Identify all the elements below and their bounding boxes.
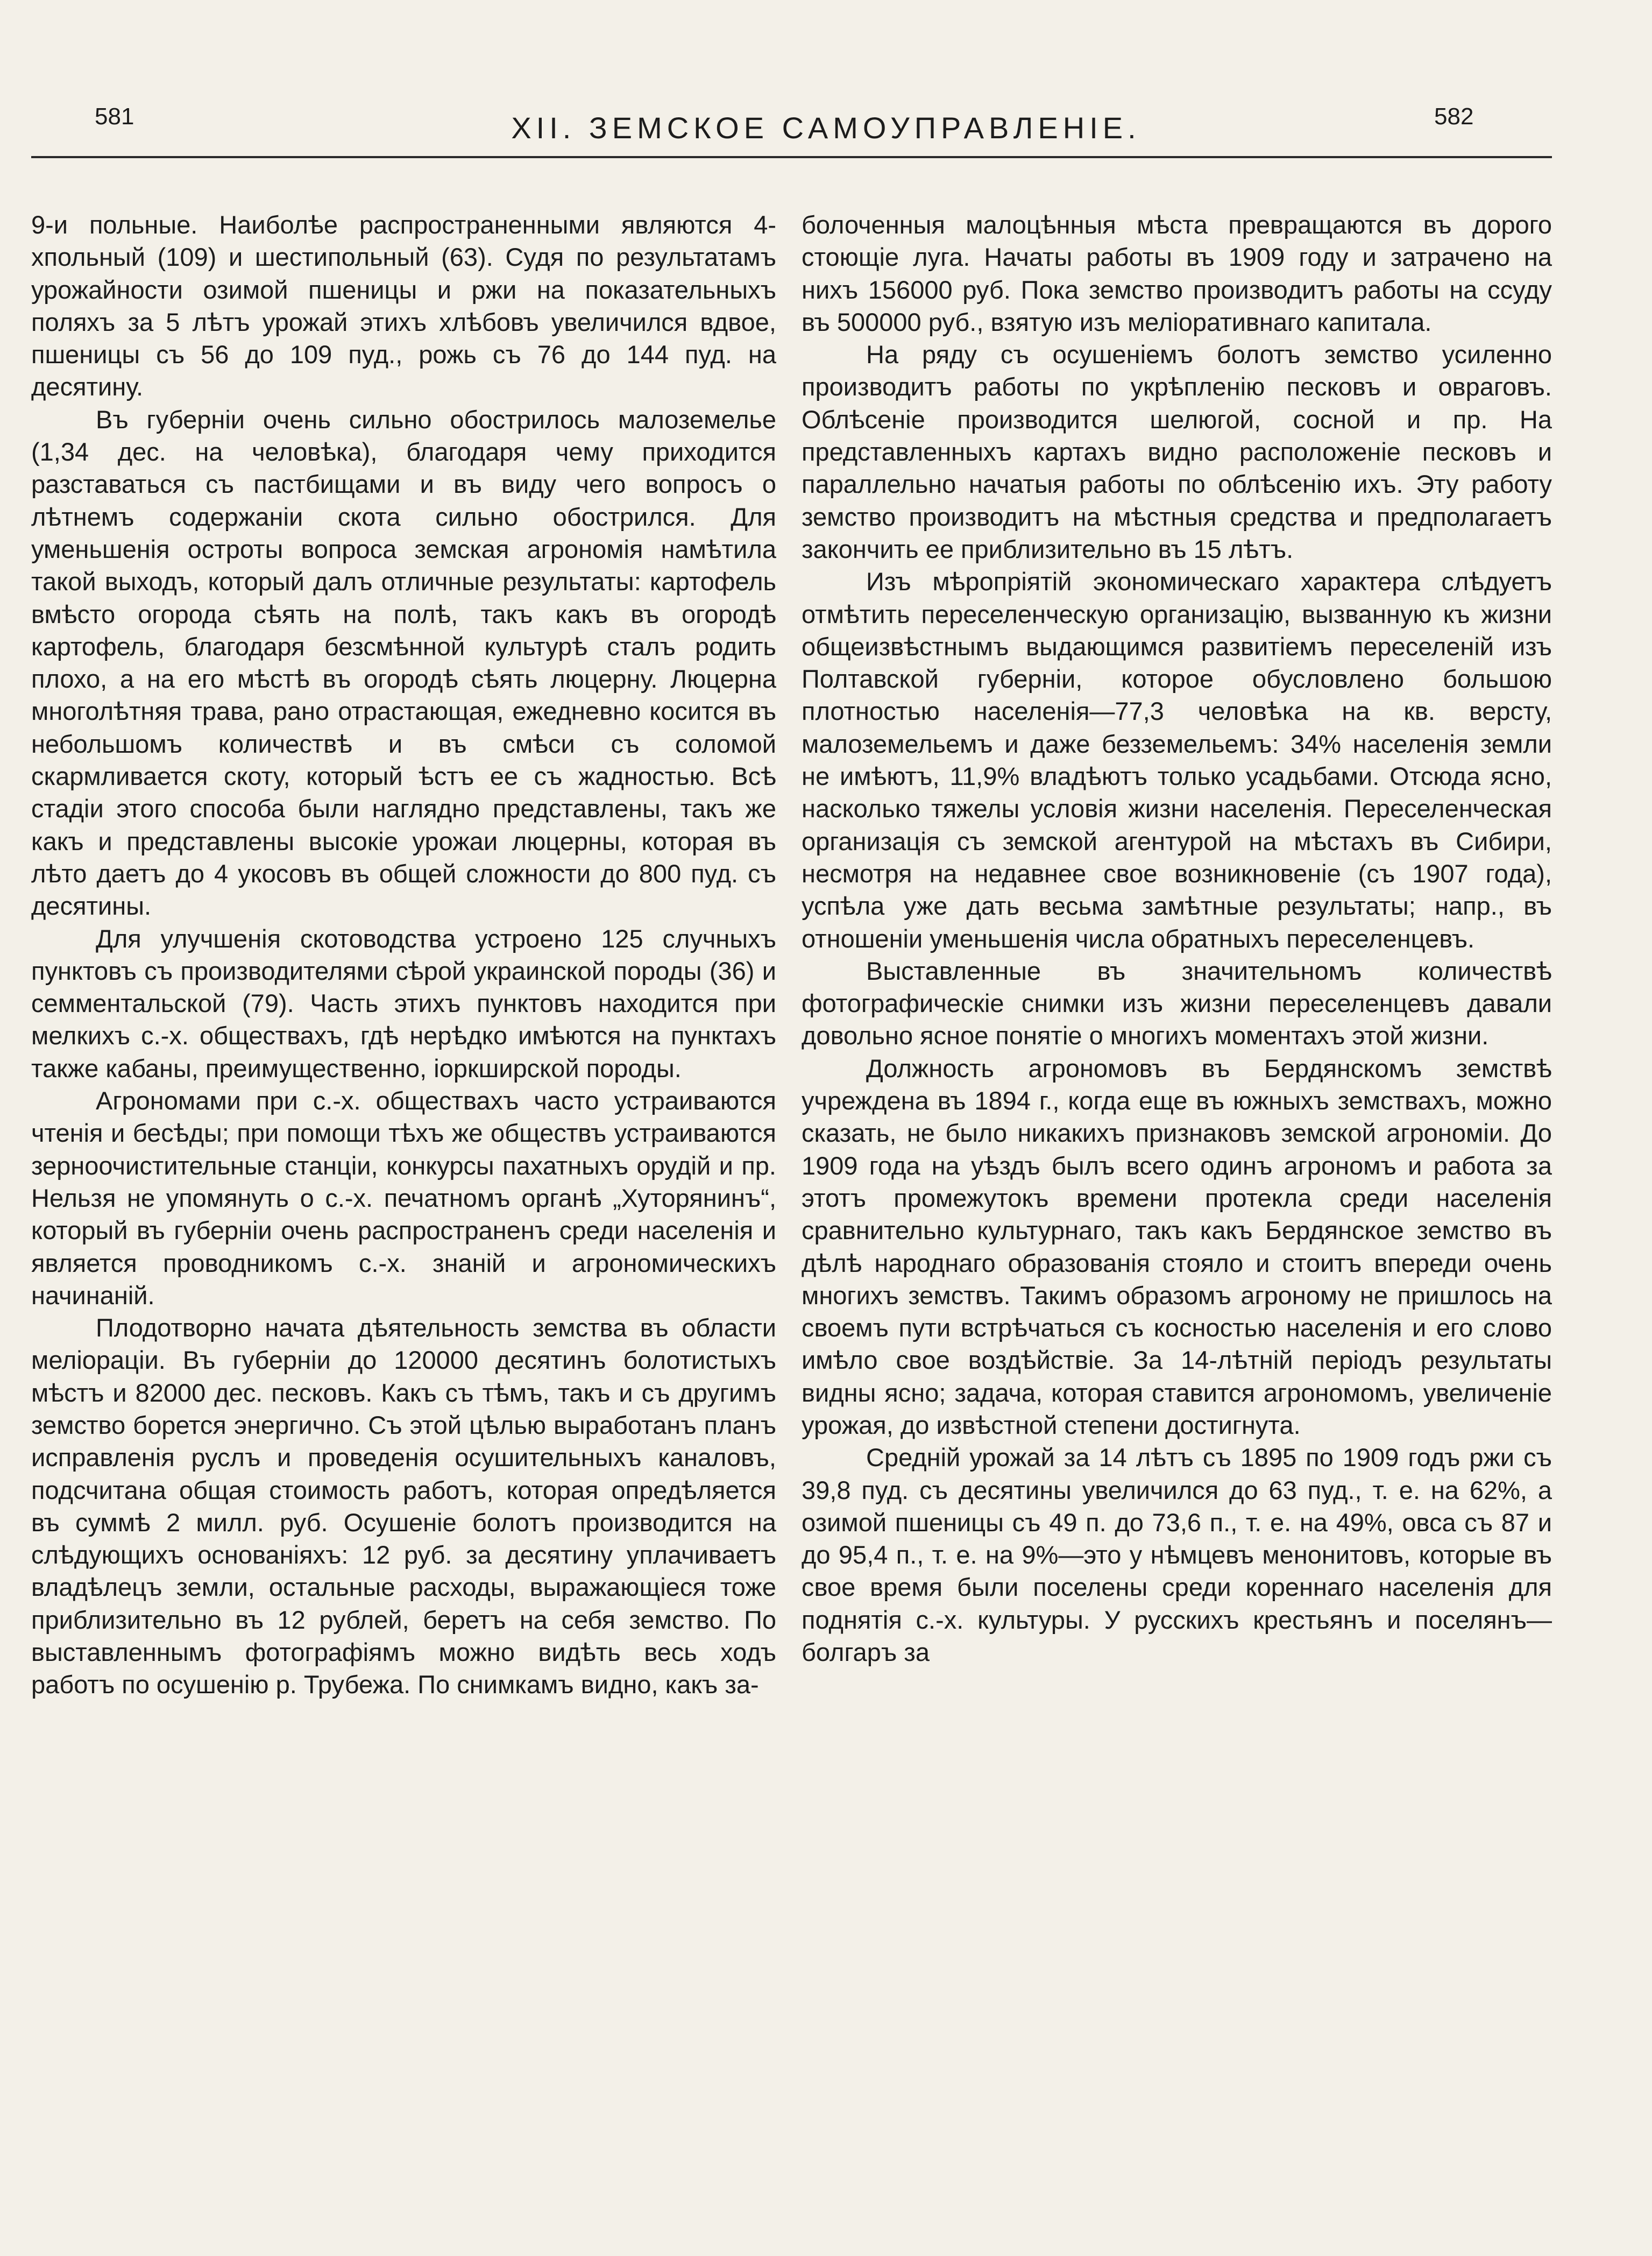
paragraph: болоченныя малоцѣнныя мѣста превращаются въ дорого стоющіе луга. Начаты работы въ 1909 году и затрачено на нихъ 156000 руб. Пока земство производитъ работы на ссуду въ 500000 руб., взятую изъ меліоративнаго капитала. xyxy=(802,210,1552,336)
paragraph: 9-и польные. Наиболѣе распространенными являются 4-хпольный (109) и шестипольный (63). Судя по результатамъ урожайности озимой пшеницы и ржи на показательныхъ поляхъ за 5 лѣтъ урожай этихъ хлѣбовъ увеличился вдвое, пшеницы съ 56 до 109 пуд., рожь съ 76 до 144 пуд. на десятину. xyxy=(31,210,776,401)
running-head-title: XII. ЗЕМСКОЕ САМОУПРАВЛЕНІЕ. xyxy=(511,111,1141,145)
paragraph: Изъ мѣропріятій экономическаго характера слѣдуетъ отмѣтить переселенческую организацію, вызванную къ жизни общеизвѣстнымъ выдающимся развитіемъ переселеній изъ Полтавской губерніи, которое обусловлено большою плотностью населенія—77,3 человѣка на кв. версту, малоземельемъ и даже безземельемъ: 34% населенія земли не имѣютъ, 11,9% владѣютъ только усадьбами. Отсюда ясно, насколько тяжелы условія жизни населенія. Переселенческая организація съ земской агентурой на мѣстахъ въ Сибири, несмотря на недавнее свое возникновеніе (съ 1907 года), успѣла уже дать весьма замѣтные результаты; напр., въ отношеніи уменьшенія числа обратныхъ переселенцевъ. xyxy=(802,567,1552,953)
paragraph: Въ губерніи очень сильно обострилось малоземелье (1,34 дес. на человѣка), благодаря чему приходится разставаться съ пастбищами и въ виду чего вопросъ о лѣтнемъ содержаніи скота сильно обострился. Для уменьшенія остроты вопроса земская агрономія намѣтила такой выходъ, который далъ отличные результаты: картофель вмѣсто огорода сѣять на полѣ, такъ какъ въ огородѣ картофель, благодаря безсмѣнной культурѣ сталъ родить плохо, а на его мѣстѣ въ огородѣ сѣять люцерну. Люцерна многолѣтняя трава, рано отрастающая, ежедневно косится въ небольшомъ количествѣ и въ смѣси съ соломой скармливается скоту, который ѣстъ ее съ жадностью. Всѣ стадіи этого способа были наглядно представлены, такъ же какъ и представлены высокіе урожаи люцерны, которая въ лѣто даетъ до 4 укосовъ въ общей сложности до 800 пуд. съ десятины. xyxy=(31,405,776,921)
paragraph: На ряду съ осушеніемъ болотъ земство усиленно производитъ работы по укрѣпленію песковъ и овраговъ. Облѣсеніе производится шелюгой, сосной и пр. На представленныхъ картахъ видно расположеніе песковъ и параллельно начатыя работы по облѣсенію ихъ. Эту работу земство производитъ на мѣстныя средства и предполагаетъ закончить ее приблизительно въ 15 лѣтъ. xyxy=(802,340,1552,563)
right-column xyxy=(802,209,1552,1668)
page-number-right: 582 xyxy=(1434,103,1474,130)
left-column xyxy=(31,209,776,1701)
paragraph: Агрономами при с.-х. обществахъ часто устраиваются чтенія и бесѣды; при помощи тѣхъ же обществъ устраиваются зерноочистительные станціи, конкурсы пахатныхъ орудій и пр. Нельзя не упомянуть о с.-х. печатномъ органѣ „Хуторянинъ“, который въ губерніи очень распространенъ среди населенія и является проводникомъ с.-х. знаній и агрономическихъ начинаній. xyxy=(31,1086,776,1310)
header-rule-left xyxy=(31,156,803,158)
paragraph: Должность агрономовъ въ Бердянскомъ земствѣ учреждена въ 1894 г., когда еще въ южныхъ земствахъ, можно сказать, не было никакихъ признаковъ земской агрономіи. До 1909 года на уѣздъ былъ всего одинъ агрономъ и работа за этотъ промежутокъ времени протекла среди населенія сравнительно культурнаго, такъ какъ Бердянское земство въ дѣлѣ народнаго образованія стояло и стоитъ впереди очень многихъ земствъ. Такимъ образомъ агроному не пришлось на своемъ пути встрѣчаться съ косностью населенія и его слово имѣло свое воздѣйствіе. За 14-лѣтній періодъ результаты видны ясно; задача, которая ставится агрономомъ, увеличеніе урожая, до извѣстной степени достигнута. xyxy=(802,1053,1552,1439)
page-number-left: 581 xyxy=(95,103,134,130)
header-rule-right xyxy=(702,156,1552,158)
paragraph: Для улучшенія скотоводства устроено 125 случныхъ пунктовъ съ производителями сѣрой украинской породы (36) и семментальской (79). Часть этихъ пунктовъ находится при мелкихъ с.-х. обществахъ, гдѣ нерѣдко имѣются на пунктахъ также кабаны, преимущественно, іоркширской породы. xyxy=(31,924,776,1083)
paragraph: Выставленные въ значительномъ количествѣ фотографическіе снимки изъ жизни переселенцевъ давали довольно ясное понятіе о многихъ моментахъ этой жизни. xyxy=(802,956,1552,1050)
paragraph: Плодотворно начата дѣятельность земства въ области меліораціи. Въ губерніи до 120000 десятинъ болотистыхъ мѣстъ и 82000 дес. песковъ. Какъ съ тѣмъ, такъ и съ другимъ земство борется энергично. Съ этой цѣлью выработанъ планъ исправленія руслъ и проведенія осушительныхъ каналовъ, подсчитана общая стоимость работъ, которая опредѣляется въ суммѣ 2 милл. руб. Осушеніе болотъ производится на слѣдующихъ основаніяхъ: 12 руб. за десятину уплачиваетъ владѣлецъ земли, остальные расходы, выражающіеся тоже приблизительно въ 12 рублей, беретъ на себя земство. По выставленнымъ фотографіямъ можно видѣть весь ходъ работъ по осушенію р. Трубежа. По снимкамъ видно, какъ за- xyxy=(31,1313,776,1699)
paragraph: Средній урожай за 14 лѣтъ съ 1895 по 1909 годъ ржи съ 39,8 пуд. съ десятины увеличился до 63 пуд., т. е. на 62%, а озимой пшеницы съ 49 п. до 73,6 п., т. е. на 49%, овса съ 87 и до 95,4 п., т. е. на 9%—это у нѣмцевъ менонитовъ, которые въ свое время были поселены среди кореннаго населенія для поднятія с.-х. культуры. У русскихъ крестьянъ и поселянъ—болгаръ за xyxy=(802,1443,1552,1667)
